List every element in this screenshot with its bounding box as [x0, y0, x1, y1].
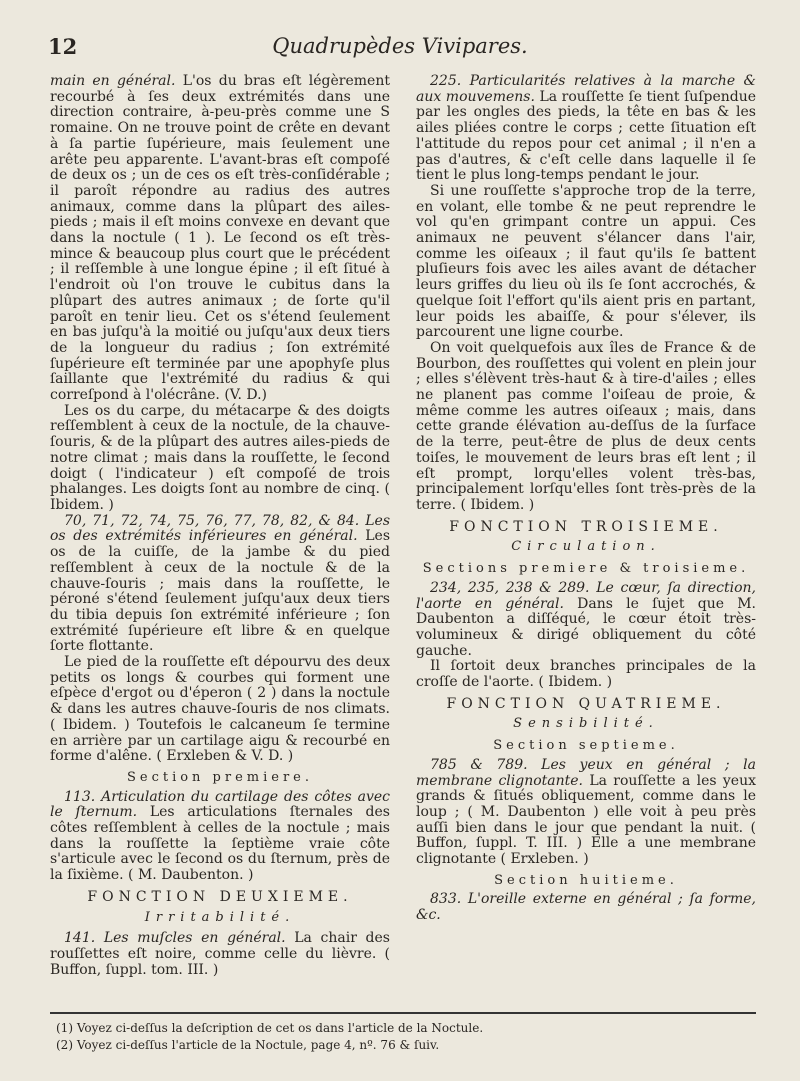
paragraph-lead: 113. Articulation du cartilage des côtes avec le ſternum.	[50, 788, 390, 821]
paragraph	[50, 514, 390, 655]
paragraph	[50, 404, 390, 514]
paragraph-text: Les os du carpe, du métacarpe & des doigts reſſemblent à ceux de la noctule, de la chauve-ſouris, & de la plûpart des autres ailes-pieds de notre climat ; mais dans la rouſſette, le ſecond doigt ( l'indicateur ) eſt compoſé de trois phalanges. Les doigts ſont au nombre de cinq. ( Ibidem. )	[50, 402, 390, 513]
paragraph-lead: 833. L'oreille externe en général ; ſa forme, &c.	[416, 891, 756, 924]
left-column	[50, 74, 390, 978]
footnotes	[56, 1020, 756, 1054]
function-heading: FONCTION DEUXIEME.	[87, 888, 353, 905]
paragraph-text: Les os de la cuiſſe, de la jambe & du pied reſſemblent à ceux de la noctule & de la chauve-ſouris ; mais dans la rouſſette, le péroné s'étend ſeulement juſqu'aux deux tiers du tibia depuis ſon extrémité inférieure ; ſon extrémité ſupérieure eſt libre & en quelque ſorte flottante.	[50, 528, 391, 655]
paragraph	[50, 931, 390, 978]
paragraph-text: La rouſſette ſe tient ſuſpendue par les ongles des pieds, la tête en bas & les ailes pliées contre le corps ; cette ſituation eſt l'attitude du repos pour cet animal ; il n'en a pas d'autres, & c'eſt celle dans laquelle il ſe tient le plus long-temps pendant le jour.	[416, 88, 757, 184]
paragraph-lead: 234, 235, 238 & 289. Le cœur, ſa direction, l'aorte en général.	[416, 579, 756, 612]
function-heading: FONCTION TROISIEME.	[449, 518, 723, 535]
section-heading: Section premiere.	[126, 769, 314, 785]
paragraph-text: On voit quelquefois aux îles de France & de Bourbon, des rouſſettes qui volent en plein jour ; elles s'élèvent très-haut & à tire-d'ailes ; elles ne planent pas comme l'oiſeau de proie, & même comme les autres oiſeaux ; mais, dans cette grande élévation au-deſſus de la ſurface de la terre, peut-être de plus de deux cents toiſes, le mouvement de leurs bras eſt lent ; il eſt prompt, lorqu'elles volent très-bas, principalement lorſqu'elles ſont très-près de la terre. ( Ibidem. )	[416, 339, 756, 513]
paragraph	[416, 892, 756, 923]
paragraph-text: Les articulations ſternales des côtes reſſemblent à celles de la noctule ; mais dans la rouſſette la ſeptième vraie côte s'articule avec le ſecond os du ſternum, près de la ſixième. ( M. Daubenton. )	[50, 804, 390, 884]
paragraph-text: Il ſortoit deux branches principales de la croſſe de l'aorte. ( Ibidem. )	[416, 658, 756, 691]
paragraph	[416, 758, 756, 868]
paragraph-text: Si une rouſſette s'approche trop de la terre, en volant, elle tombe & ne peut reprendre le vol qu'en grimpant contre un appui. Ces animaux ne peuvent s'élancer dans l'air, comme les oiſeaux ; il faut qu'ils ſe battent pluſieurs fois avec les ailes avant de détacher leurs griffes du lieu où ils ſe ſont accrochés, & quelque ſoit l'effort qu'ils aient pris en partant, leur poids les abaiſſe, & pour s'élever, ils parcourent une ligne courbe.	[416, 182, 756, 341]
page-number: 12	[48, 34, 78, 59]
paragraph	[50, 655, 390, 765]
paragraph	[50, 790, 390, 884]
footnote-1: (1) Voyez ci-deſſus la deſcription de cet os dans l'article de la Noctule.	[56, 1021, 484, 1035]
function-subheading: Irritabilité.	[144, 909, 296, 925]
paragraph-text: La chair des rouſſettes eſt noire, comme celle du lièvre. ( Buffon, ſuppl. tom. III. )	[50, 930, 390, 978]
paragraph-lead: 141. Les muſcles en général.	[64, 930, 286, 947]
page-header	[48, 34, 752, 68]
function-subheading: Circulation.	[511, 539, 661, 555]
paragraph-lead: 225. Particularités relatives à la marche & aux mouvemens.	[416, 73, 756, 105]
paragraph	[50, 74, 390, 404]
paragraph-text: L'os du bras eſt légèrement recourbé à ſes deux extrémités dans une direction contraire, à-peu-près comme une S romaine. On ne trouve point de crête en devant à ſa partie ſupérieure, mais ſeulement une arête peu apparente. L'avant-bras eſt compoſé de deux os ; un de ces os eſt très-conſidérable ; il paroît répondre au radius des autres animaux, comme dans la plûpart des ailes-pieds ; mais il eſt moins convexe en devant que dans la noctule ( 1 ). Le ſecond os eſt très-mince & beaucoup plus court que le précédent ; il reſſemble à une longue épine ; il eſt ſitué à l'endroit où l'on trouve le cubitus dans la plûpart des autres animaux ; de ſorte qu'il paroît en tenir lieu. Cet os s'étend ſeulement en bas juſqu'à la moitié ou juſqu'aux deux tiers de la longueur du radius ; ſon extrémité ſupérieure eſt terminée par une apophyſe plus ſaillante que l'extrémité du radius & qui correſpond à l'olécrâne. (V. D.)	[50, 73, 390, 404]
section-heading: Section septieme.	[493, 738, 679, 754]
running-title: Quadrupèdes Vivipares.	[272, 34, 528, 58]
paragraph	[416, 659, 756, 690]
right-column	[416, 74, 756, 924]
paragraph-text: Dans le ſujet que M. Daubenton a diſſéqué, le cœur étoit très-volumineux & dirigé obliquement du côté gauche.	[416, 595, 756, 659]
paragraph-lead: 785 & 789. Les yeux en général ; la membrane clignotante.	[416, 756, 756, 789]
paragraph	[416, 74, 756, 184]
function-heading: FONCTION QUATRIEME.	[446, 695, 726, 712]
paragraph-lead: 70, 71, 72, 74, 75, 76, 77, 78, 82, & 84. Les os des extrémités inférieures en général.	[50, 512, 390, 545]
paragraph	[416, 184, 756, 341]
section-heading: Sections premiere & troisieme.	[422, 561, 750, 577]
paragraph-lead: main en général.	[50, 73, 176, 89]
paragraph-text: La rouſſette a les yeux grands & ſitués obliquement, comme dans le loup ; ( M. Daubenton ) elle voit à peu près auſſi bien dans le jour que pendant la nuit. ( Buffon, ſuppl. T. III. ) Elle a une membrane clignotante ( Erxleben. )	[416, 772, 756, 868]
paragraph	[416, 581, 756, 660]
section-heading: Section huitieme.	[494, 872, 678, 888]
paragraph	[416, 341, 756, 514]
function-subheading: Sensibilité.	[513, 716, 659, 732]
footnote-rule	[50, 1012, 756, 1014]
footnote-2: (2) Voyez ci-deſſus l'article de la Noctule, page 4, nº. 76 & ſuiv.	[56, 1038, 440, 1052]
paragraph-text: Le pied de la rouſſette eſt dépourvu des deux petits os longs & courbes qui forment une eſpèce d'ergot ou d'éperon ( 2 ) dans la noctule & dans les autres chauve-ſouris de nos climats. ( Ibidem. ) Toutefois le calcaneum ſe termine en arrière par un cartilage aigu & recourbé en forme d'alêne. ( Erxleben & V. D. )	[50, 654, 390, 765]
